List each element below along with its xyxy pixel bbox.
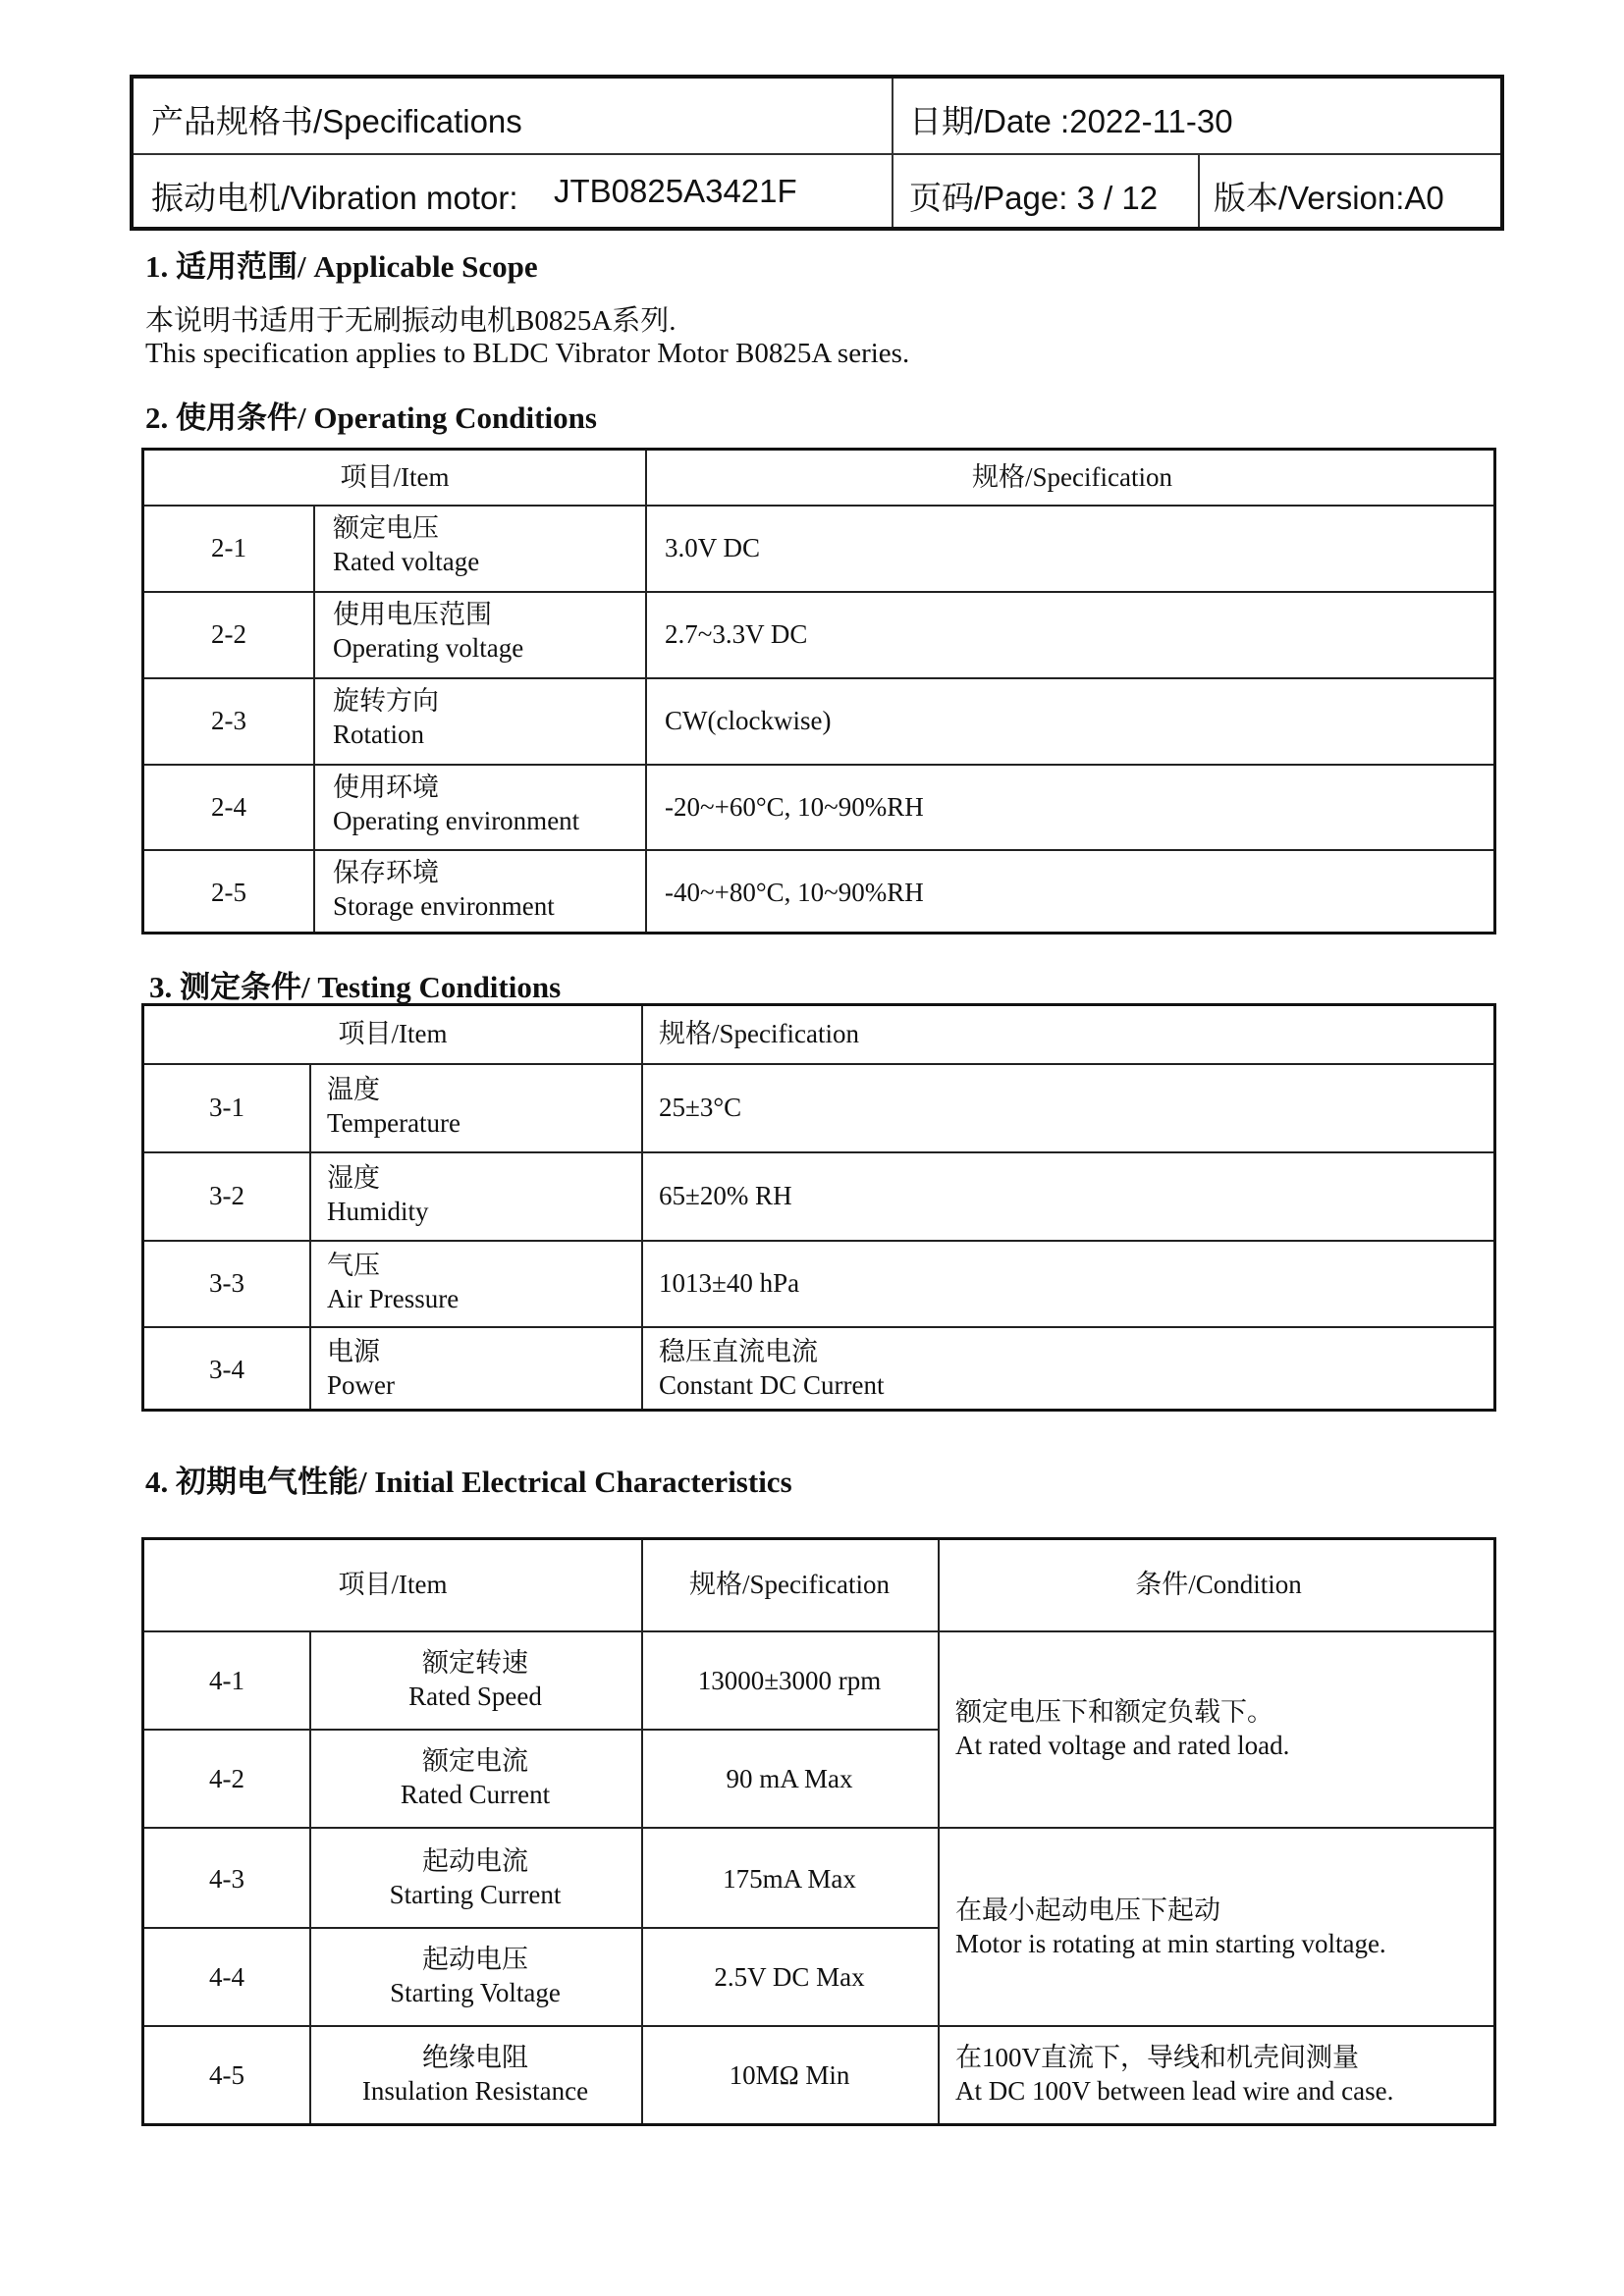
row-number: 4-1 [209,1666,244,1695]
scope-text-en: This specification applies to BLDC Vibrator Motor B0825A series. [145,338,910,369]
column-header-condition: 条件/Condition [1135,1570,1302,1599]
spec-value: CW(clockwise) [665,706,832,735]
header-divider [1198,153,1200,227]
row-number: 3-1 [209,1093,244,1122]
column-header-spec: 规格/Specification [972,462,1172,492]
column-header-item: 项目/Item [338,1019,448,1048]
table-divider [144,1630,1493,1632]
table-divider [645,451,647,932]
spec-value: 2.7~3.3V DC [665,619,808,649]
item-name-cn: 起动电流 [422,1846,528,1876]
item-name-en: Rated voltage [333,547,480,576]
testing-conditions-table [141,1003,1496,1412]
row-number: 4-5 [209,2060,244,2090]
table-divider [144,1729,938,1731]
electrical-characteristics-table [141,1537,1496,2126]
spec-value: 10MΩ Min [729,2060,850,2090]
item-name-en: Starting Current [389,1880,562,1909]
item-name-en: Humidity [327,1197,429,1226]
condition-text-cn: 在最小起动电压下起动 [955,1896,1220,1925]
table-divider [938,1540,940,2123]
table-divider [144,1927,938,1929]
spec-value: 2.5V DC Max [714,1962,865,1992]
section-heading: 4. 初期电气性能/ Initial Electrical Characteristics [145,1465,792,1499]
spec-value: 13000±3000 rpm [697,1666,882,1695]
item-name-cn: 旋转方向 [333,686,439,716]
spec-value: 175mA Max [723,1864,856,1894]
table-divider [144,2025,1493,2027]
product-model: JTB0825A3421F [554,173,797,209]
table-divider [144,764,1493,766]
item-name-cn: 气压 [327,1251,380,1280]
table-divider [641,1540,643,2123]
spec-value: Constant DC Current [659,1370,885,1400]
item-name-en: Insulation Resistance [361,2076,589,2106]
condition-text-en: Motor is rotating at min starting voltage. [955,1929,1386,1958]
row-number: 4-4 [209,1962,244,1992]
item-name-cn: 湿度 [327,1163,380,1193]
column-header-spec: 规格/Specification [689,1570,890,1599]
row-number: 3-2 [209,1181,244,1210]
item-name-cn: 温度 [327,1075,380,1104]
item-name-en: Temperature [327,1108,461,1138]
spec-value: 3.0V DC [665,533,761,562]
item-name-cn: 使用环境 [333,773,439,802]
item-name-cn: 电源 [327,1337,380,1366]
row-number: 3-4 [209,1355,244,1384]
spec-value: -40~+80°C, 10~90%RH [665,878,924,907]
item-name-en: Storage environment [333,891,555,921]
product-label: 振动电机/Vibration motor: [151,180,518,216]
spec-value: -20~+60°C, 10~90%RH [665,792,924,822]
table-divider [144,1326,1493,1328]
column-header-item: 项目/Item [340,462,450,492]
item-name-cn: 绝缘电阻 [422,2043,528,2072]
item-name-en: Operating environment [333,806,580,835]
item-name-en: Power [327,1370,395,1400]
table-divider [144,591,1493,593]
item-name-cn: 额定电流 [422,1746,528,1776]
section-heading: 1. 适用范围/ Applicable Scope [145,249,538,284]
operating-conditions-table [141,448,1496,934]
table-divider [309,1063,311,1409]
item-name-cn: 额定转速 [422,1648,528,1678]
scope-text-cn: 本说明书适用于无刷振动电机B0825A系列. [145,305,677,337]
condition-text-en: At rated voltage and rated load. [955,1731,1290,1760]
doc-date: 日期/Date :2022-11-30 [909,103,1233,139]
item-name-en: Rotation [333,720,424,749]
table-divider [144,677,1493,679]
condition-text-cn: 额定电压下和额定负载下。 [955,1697,1273,1727]
table-divider [641,1006,643,1409]
item-name-cn: 起动电压 [422,1945,528,1974]
table-divider [144,1151,1493,1153]
item-name-en: Rated Speed [408,1682,542,1711]
item-name-cn: 保存环境 [333,858,439,887]
row-number: 2-1 [211,533,246,562]
section-heading: 2. 使用条件/ Operating Conditions [145,400,597,435]
spec-value: 65±20% RH [659,1181,792,1210]
spec-value: 稳压直流电流 [659,1337,818,1366]
page-number: 页码/Page: 3 / 12 [909,180,1159,216]
table-divider [313,505,315,932]
row-number: 4-2 [209,1764,244,1793]
condition-text-en: At DC 100V between lead wire and case. [955,2076,1394,2106]
table-divider [144,505,1493,507]
item-name-en: Air Pressure [327,1284,460,1313]
doc-title: 产品规格书/Specifications [151,103,522,139]
column-header-item: 项目/Item [338,1570,448,1599]
document-header [130,75,1504,231]
table-divider [144,1063,1493,1065]
spec-value: 90 mA Max [726,1764,853,1793]
row-number: 3-3 [209,1268,244,1298]
item-name-en: Starting Voltage [390,1978,561,2007]
row-number: 2-2 [211,619,246,649]
row-number: 2-3 [211,706,246,735]
spec-value: 1013±40 hPa [659,1268,800,1298]
row-number: 2-5 [211,878,246,907]
item-name-en: Rated Current [400,1780,551,1809]
row-number: 2-4 [211,792,246,822]
spec-value: 25±3°C [659,1093,742,1122]
condition-text-cn: 在100V直流下，导线和机壳间测量 [955,2043,1359,2072]
table-divider [144,1827,1493,1829]
item-name-cn: 额定电压 [333,513,439,543]
table-divider [144,1240,1493,1242]
header-divider [134,153,1500,155]
item-name-en: Operating voltage [333,633,524,663]
section-heading: 3. 测定条件/ Testing Conditions [149,970,562,1004]
row-number: 4-3 [209,1864,244,1894]
column-header-spec: 规格/Specification [659,1019,859,1048]
doc-version: 版本/Version:A0 [1214,180,1444,216]
table-divider [144,849,1493,851]
item-name-cn: 使用电压范围 [333,600,492,629]
